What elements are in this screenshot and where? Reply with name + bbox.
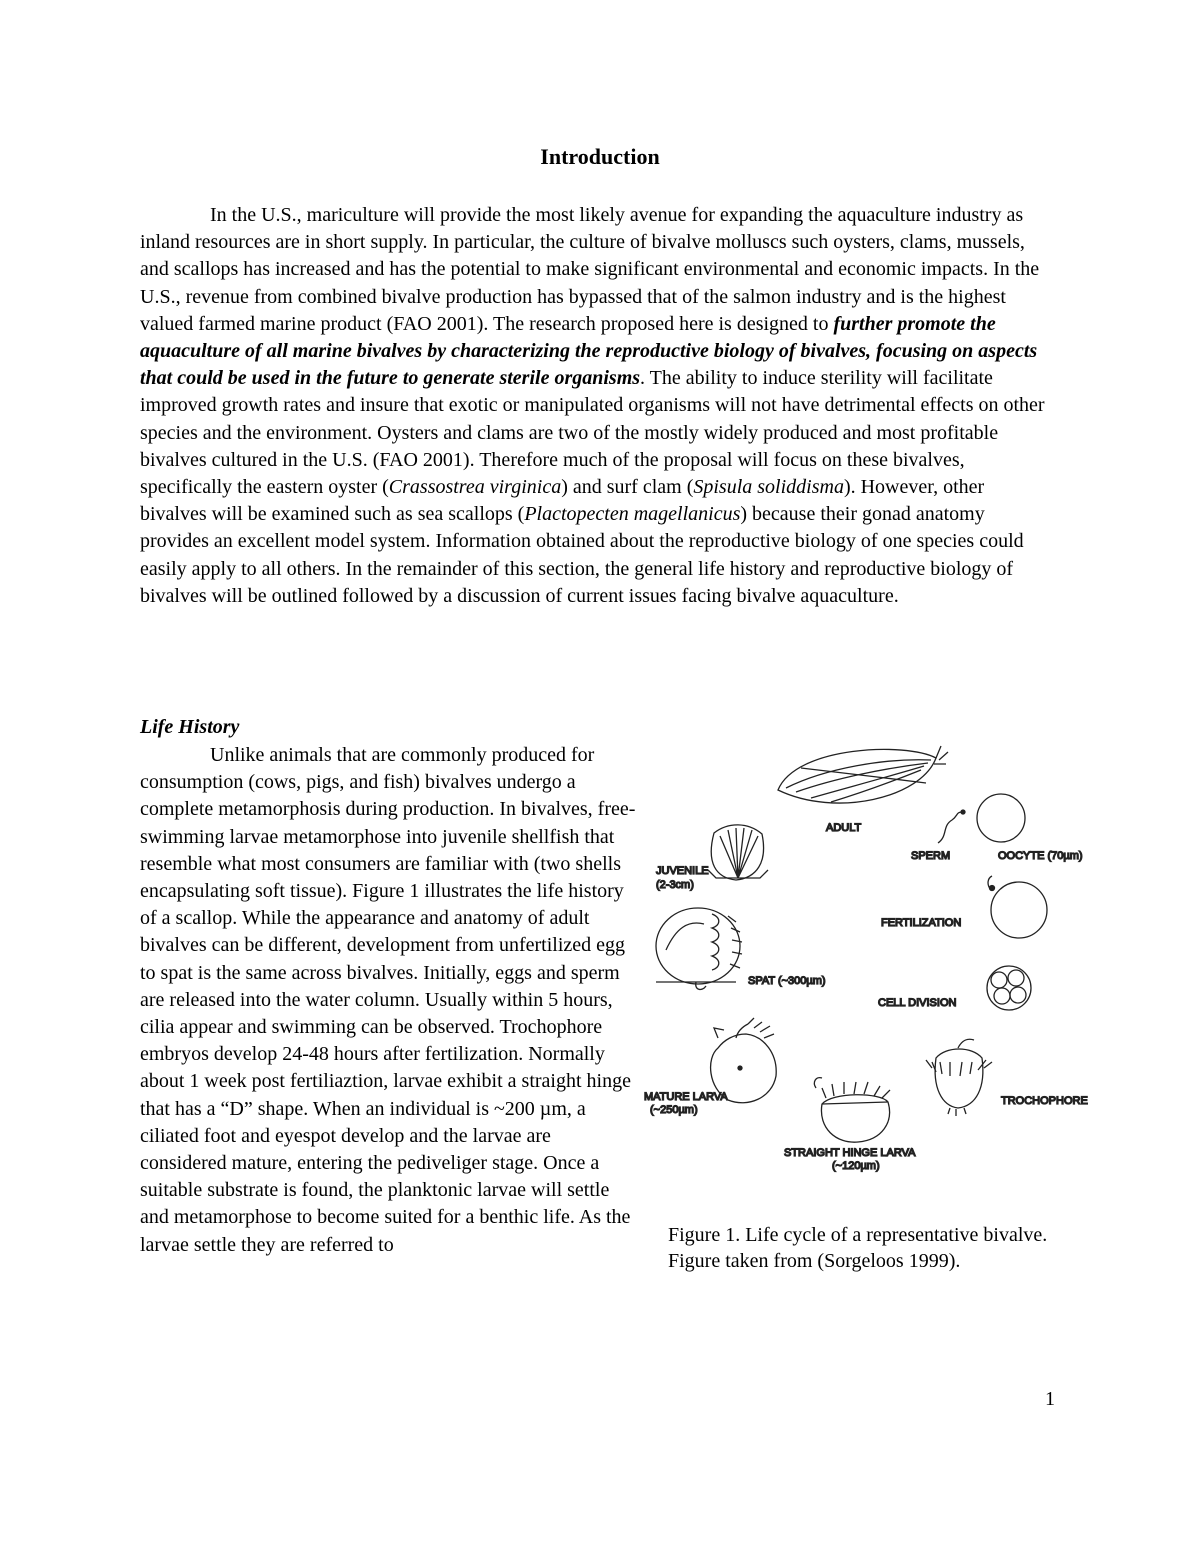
sperm-illustration [938,810,965,843]
label-fertilization: FERTILIZATION [881,917,962,929]
intro-text-5: ) because their gonad anatomy provides an excellent model system. Information obtained about the reproductive biology of one species could easily apply to all others. In the remainder of this section, the general life history and reproductive biology of bivalves will be outlined followed by a discussion of current issues facing bivalve aquaculture. [140,503,1024,607]
page-title: Introduction [540,144,660,169]
fertilization-illustration [988,876,1047,938]
label-adult: ADULT [826,822,862,834]
figure-caption: Figure 1. Life cycle of a representative bivalve. Figure taken from (Sorgeloos 1999). [668,1224,1048,1272]
life-cycle-figure [636,738,1088,1184]
label-straight-hinge-size: (~120µm) [832,1160,880,1172]
species-oyster: Crassostrea virginica [388,476,562,499]
adult-illustration [778,746,948,803]
intro-text-1: In the U.S., mariculture will provide the most likely avenue for expanding the aquaculture industry as inland resources are in short supply. In particular, the culture of bivalve molluscs such oysters, clams, mussels, and scallops has increased and has the potential to make significant environmental and economic impacts. In the U.S., revenue from combined bivalve production has bypassed that of the salmon industry and is the highest valued farmed marine product (FAO 2001). The research proposed here is designed to [140,204,1040,335]
label-straight-hinge: STRAIGHT HINGE LARVA [784,1147,916,1159]
label-mature-larva: MATURE LARVA [644,1091,728,1103]
spat-illustration [656,908,742,989]
intro-emphasis: further promote the aquaculture of all marine bivalves by characterizing the reproductive biology of bivalves, focusing on aspects that could be used in the future to generate sterile organisms [140,312,1038,390]
label-spat: SPAT (~300µm) [748,975,826,987]
life-history-text: Unlike animals that are commonly produced for consumption (cows, pigs, and fish) bivalves undergo a complete metamorphosis during production. In bivalves, free-swimming larvae metamorphose into juvenile shellfish that resemble what most consumers are familiar with (two shells encapsulating soft tissue). Figure 1 illustrates the life history of a scallop. While the appearance and anatomy of adult bivalves can be different, development from unfertilized egg to spat is the same across bivalves. Initially, eggs and sperm are released into the water column. Usually within 5 hours, cilia appear and swimming can be observed. Trochophore embryos develop 24-48 hours after fertilization. Normally about 1 week post fertiliaztion, larvae exhibit a straight hinge that has a “D” shape. When an individual is ~200 µm, a ciliated foot and eyespot develop and the larvae are considered mature, entering the pediveliger stage. Once a suitable substrate is found, the planktonic larvae will settle and metamorphose to become suited for a benthic life. As the larvae settle they are referred to [140,744,636,1256]
label-sperm: SPERM [911,850,951,862]
label-juvenile-size: (2-3cm) [656,879,694,891]
label-oocyte: OOCYTE (70µm) [998,850,1083,862]
trochophore-illustration [926,1039,992,1116]
juvenile-illustration [708,825,768,880]
cell-division-illustration [987,966,1031,1010]
label-mature-larva-size: (~250µm) [650,1104,698,1116]
oocyte-illustration [977,794,1025,842]
life-history-heading: Life History [140,716,240,738]
intro-text-4: ). However, other bivalves will be examined such as sea scallops ( [140,476,985,526]
intro-text-2: . The ability to induce sterility will facilitate improved growth rates and insure that exotic or manipulated organisms will not have detrimental effects on other species and the environment. Oysters and clams are two of the mostly widely produced and most profitable bivalves cultured in the U.S. (FAO 2001). Therefore much of the proposal will focus on these bivalves, specifically the eastern oyster ( [140,367,1045,499]
page-number: 1 [1045,1388,1055,1410]
label-cell-division: CELL DIVISION [878,997,957,1009]
life-history-paragraph [140,742,638,1259]
label-juvenile: JUVENILE [656,865,709,877]
label-trochophore: TROCHOPHORE [1001,1095,1088,1107]
species-scallop: Plactopecten magellanicus [524,503,741,526]
intro-text-3: ) and surf clam ( [561,476,694,499]
intro-paragraph [140,202,1055,610]
straight-hinge-illustration [814,1078,890,1143]
species-clam: Spisula soliddisma [693,476,844,499]
